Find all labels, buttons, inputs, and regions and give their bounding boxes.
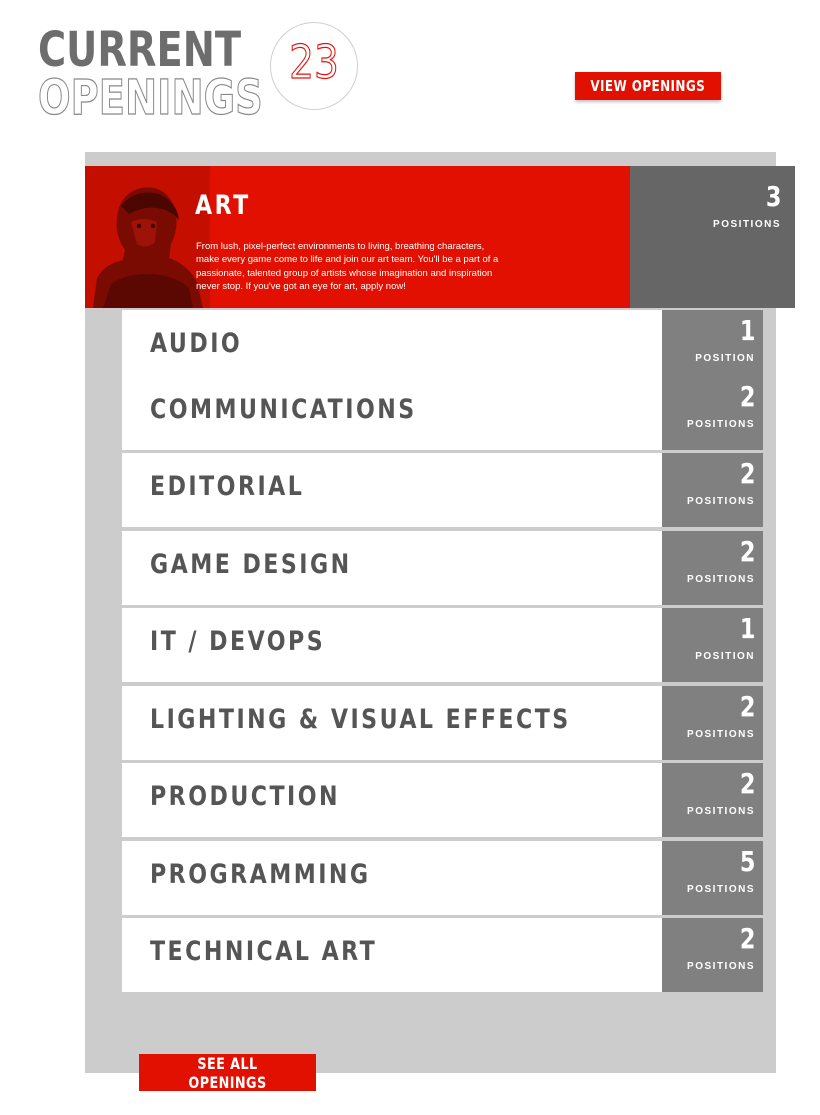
department-count-label: POSITIONS — [687, 419, 755, 430]
department-row[interactable] — [122, 531, 763, 605]
department-row[interactable] — [122, 376, 763, 450]
department-name-box — [122, 310, 662, 384]
department-name-box — [122, 686, 662, 760]
department-row[interactable] — [122, 608, 763, 682]
heading-current: CURRENT — [38, 22, 242, 78]
department-count: 2 — [739, 767, 755, 800]
department-count: 2 — [739, 690, 755, 723]
department-count-label: POSITIONS — [687, 574, 755, 585]
featured-count: 3 — [765, 180, 781, 213]
department-row[interactable] — [122, 763, 763, 837]
department-name: GAME DESIGN — [150, 549, 352, 580]
department-name: PROGRAMMING — [150, 859, 371, 890]
see-all-openings-label: SEE ALL OPENINGS — [188, 1054, 267, 1092]
department-name: TECHNICAL ART — [150, 936, 378, 967]
featured-title: ART — [195, 190, 251, 221]
department-name-box — [122, 763, 662, 837]
department-count-label: POSITIONS — [687, 806, 755, 817]
department-count: 5 — [739, 845, 755, 878]
department-name: PRODUCTION — [150, 781, 340, 812]
department-count: 2 — [739, 922, 755, 955]
department-name-box — [122, 531, 662, 605]
department-count-box — [662, 376, 763, 450]
department-count-box — [662, 841, 763, 915]
featured-count-label: POSITIONS — [713, 219, 781, 230]
department-count-box — [662, 453, 763, 527]
department-row[interactable] — [122, 918, 763, 992]
department-row[interactable] — [122, 453, 763, 527]
heading-openings: OPENINGS — [38, 70, 263, 126]
character-portrait-image — [85, 166, 210, 308]
total-openings-badge — [270, 22, 358, 110]
view-openings-label: VIEW OPENINGS — [590, 77, 706, 95]
department-count: 2 — [739, 535, 755, 568]
department-row[interactable] — [122, 686, 763, 760]
department-name: EDITORIAL — [150, 471, 305, 502]
department-row[interactable] — [122, 310, 763, 384]
department-count-label: POSITIONS — [687, 496, 755, 507]
department-count: 2 — [739, 457, 755, 490]
department-name-box — [122, 608, 662, 682]
department-count-box — [662, 310, 763, 384]
department-name: IT / DEVOPS — [150, 626, 326, 657]
department-name-box — [122, 453, 662, 527]
department-name: COMMUNICATIONS — [150, 394, 417, 425]
department-count-label: POSITION — [695, 353, 755, 364]
department-count: 1 — [739, 314, 755, 347]
department-count-box — [662, 608, 763, 682]
page-heading — [38, 22, 368, 132]
view-openings-button[interactable] — [575, 72, 721, 100]
featured-count-box — [630, 166, 795, 308]
department-count-label: POSITION — [695, 651, 755, 662]
department-count-label: POSITIONS — [687, 884, 755, 895]
see-all-openings-button[interactable] — [139, 1054, 316, 1091]
department-name-box — [122, 841, 662, 915]
department-count-box — [662, 531, 763, 605]
featured-description: From lush, pixel-perfect environments to living, breathing characters, make every game come to life and join our art team. You'll be a part of a passionate, talented group of artists whose imagination and inspiration never stop. If you've got an eye for art, apply now! — [196, 241, 499, 292]
department-count: 2 — [739, 380, 755, 413]
department-row[interactable] — [122, 841, 763, 915]
featured-department-art[interactable] — [85, 166, 795, 308]
department-count: 1 — [739, 612, 755, 645]
department-count-label: POSITIONS — [687, 729, 755, 740]
total-openings-count: 23 — [289, 35, 339, 89]
department-name: LIGHTING & VISUAL EFFECTS — [150, 704, 571, 735]
department-count-box — [662, 763, 763, 837]
department-name: AUDIO — [150, 328, 243, 359]
featured-main — [85, 166, 630, 308]
department-name-box — [122, 918, 662, 992]
department-count-box — [662, 686, 763, 760]
department-name-box — [122, 376, 662, 450]
department-count-box — [662, 918, 763, 992]
department-count-label: POSITIONS — [687, 961, 755, 972]
